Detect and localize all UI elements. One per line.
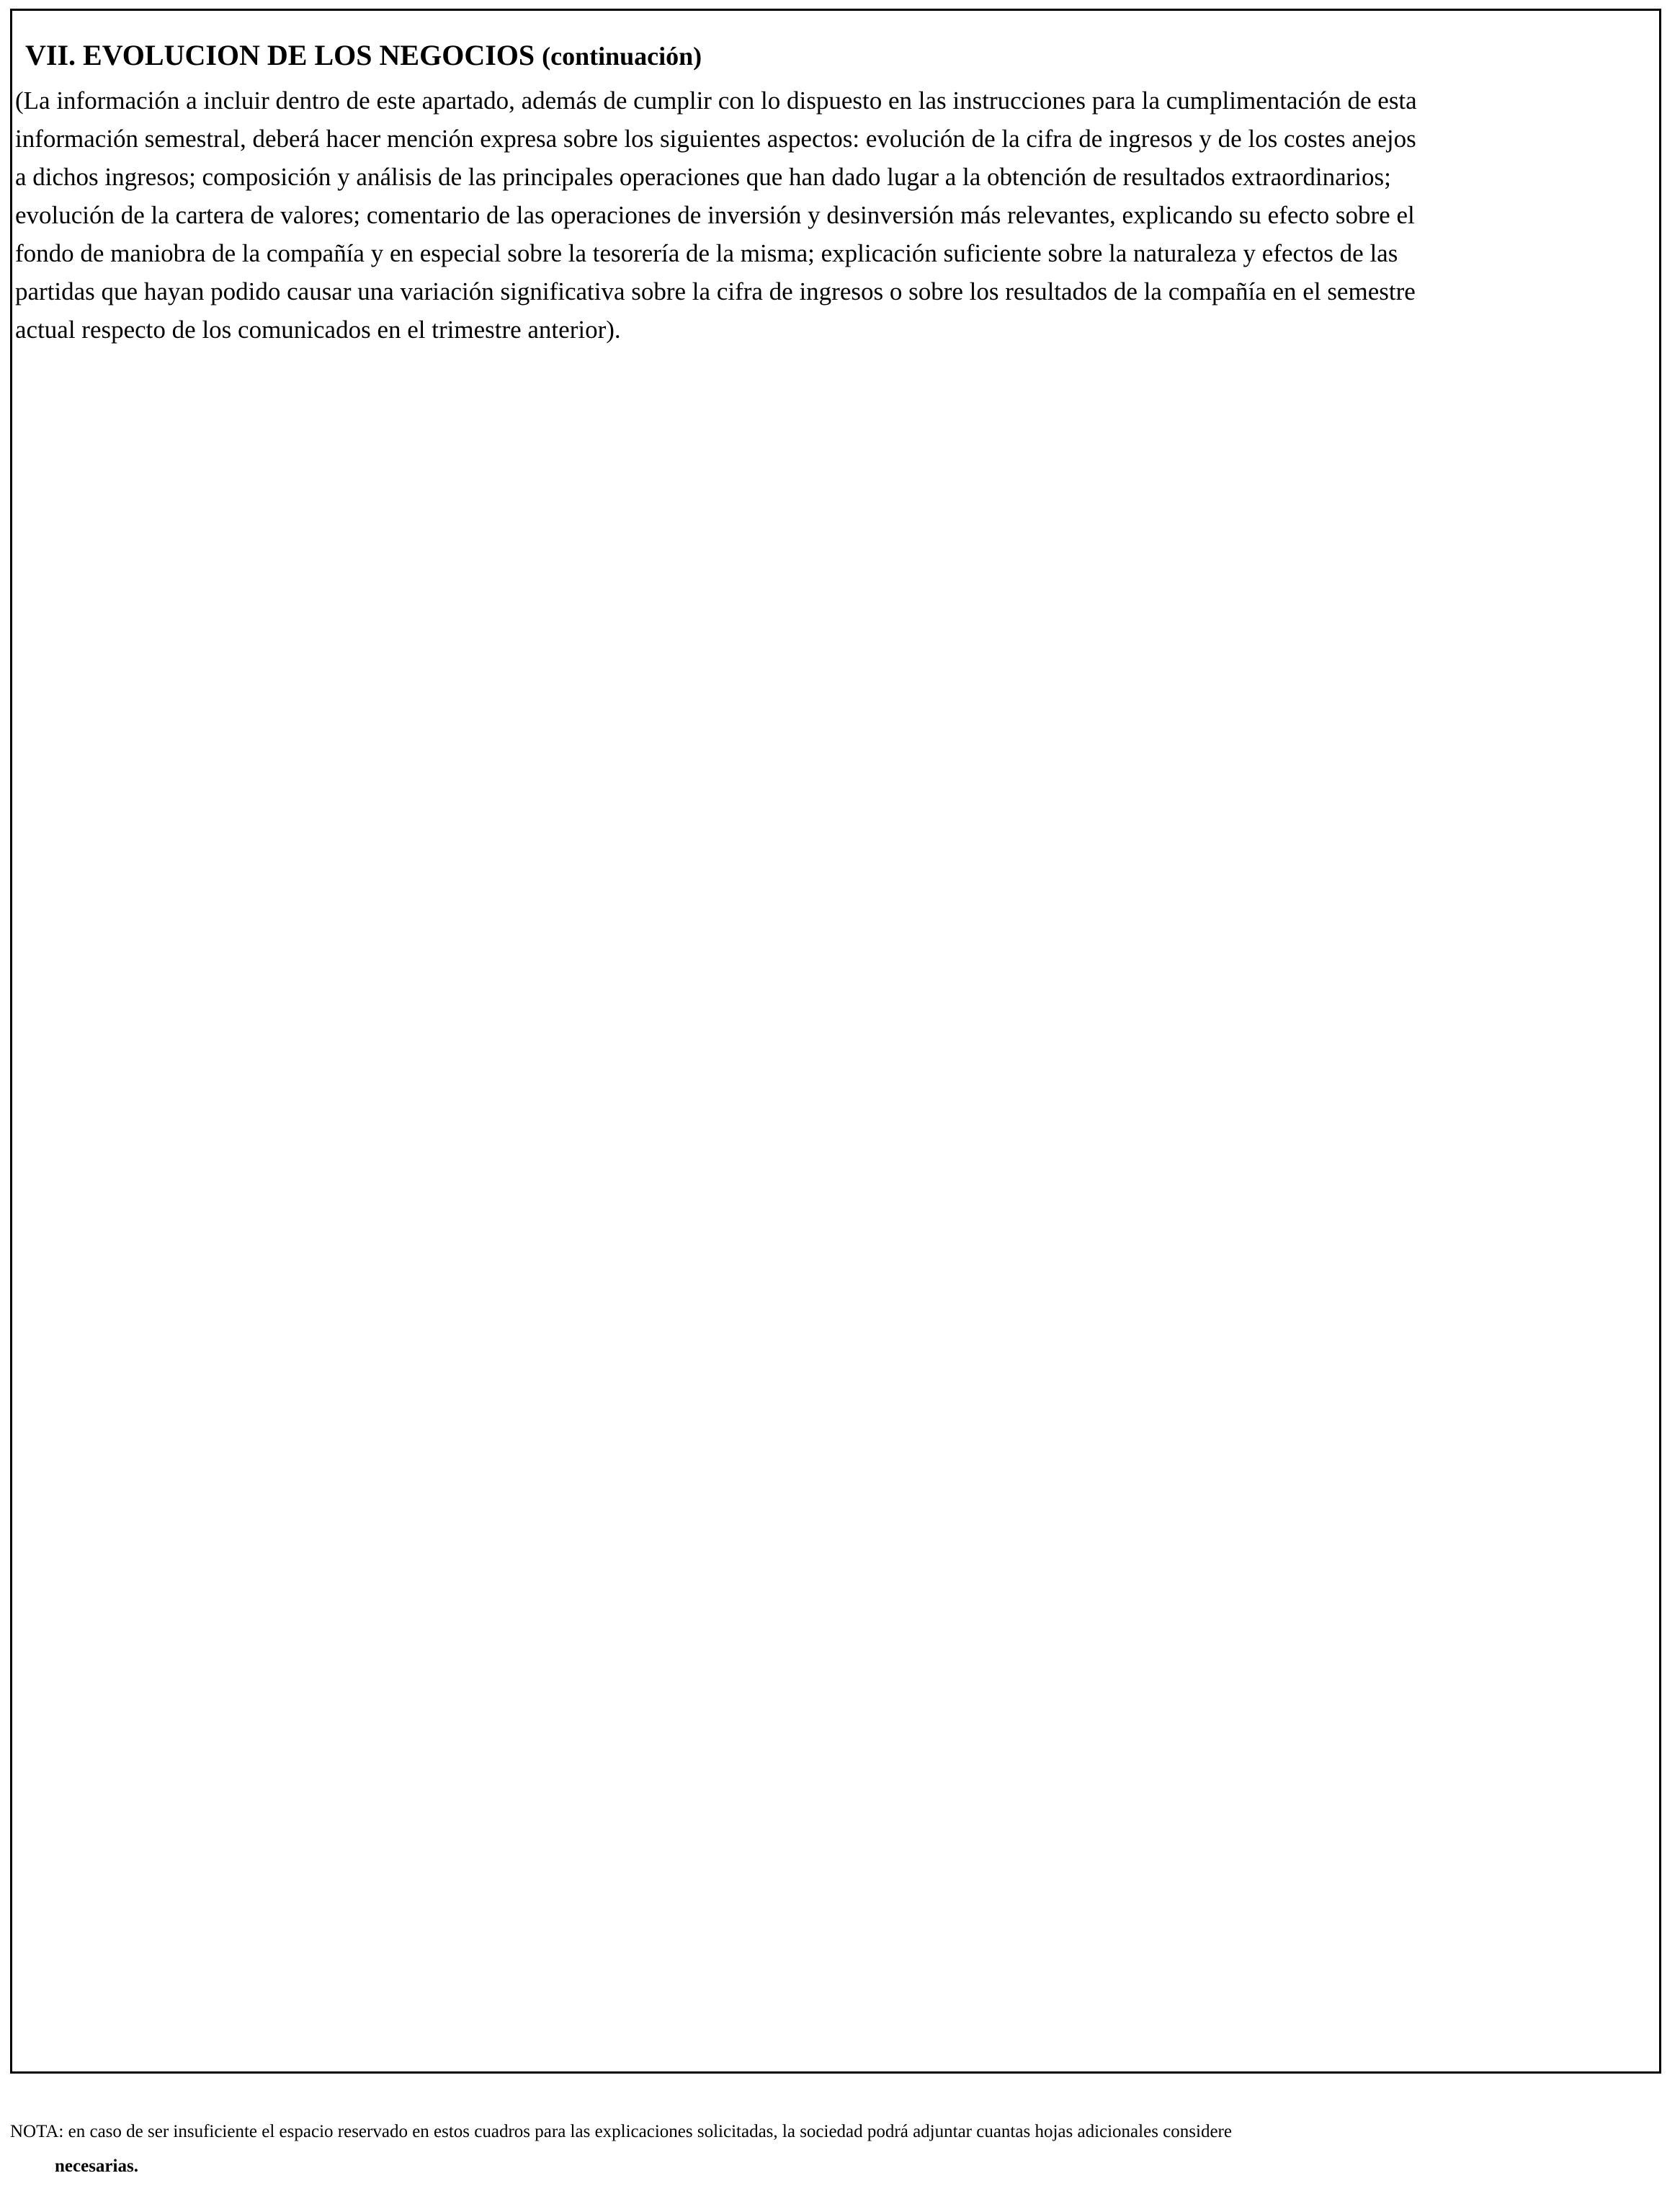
form-section-box [10,9,1661,2074]
blank-response-area [15,357,1656,2069]
section-instructions [15,81,1650,349]
instructions-line-4: evolución de la cartera de valores; comentario de las operaciones de inversión y desinversión más relevantes, explicando su efecto sobre el [15,201,1415,229]
footnote-nota [10,2115,1660,2184]
instructions-line-2: información semestral, deberá hacer mención expresa sobre los siguientes aspectos: evolución de la cifra de ingresos y de los costes anejos [15,125,1416,153]
instructions-line-1: (La información a incluir dentro de este apartado, además de cumplir con lo dispuesto en las instrucciones para la cumplimentación de esta [15,86,1417,115]
instructions-line-6: partidas que hayan podido causar una variación significativa sobre la cifra de ingresos o sobre los resultados de la compañía en el semestre [15,277,1416,305]
section-title-suffix: (continuación) [542,42,702,71]
nota-line-2: necesarias. [55,2156,138,2176]
nota-line-1: NOTA: en caso de ser insuficiente el espacio reservado en estos cuadros para las explicaciones solicitadas, la sociedad podrá adjuntar cuantas hojas adicionales considere [10,2122,1232,2141]
section-title [25,38,702,73]
instructions-line-5: fondo de maniobra de la compañía y en especial sobre la tesorería de la misma; explicación suficiente sobre la naturaleza y efectos de las [15,239,1398,267]
instructions-line-3: a dichos ingresos; composición y análisis de las principales operaciones que han dado lugar a la obtención de resultados extraordinarios; [15,163,1391,191]
section-title-main: VII. EVOLUCION DE LOS NEGOCIOS [25,39,535,71]
instructions-line-7: actual respecto de los comunicados en el trimestre anterior). [15,316,621,344]
